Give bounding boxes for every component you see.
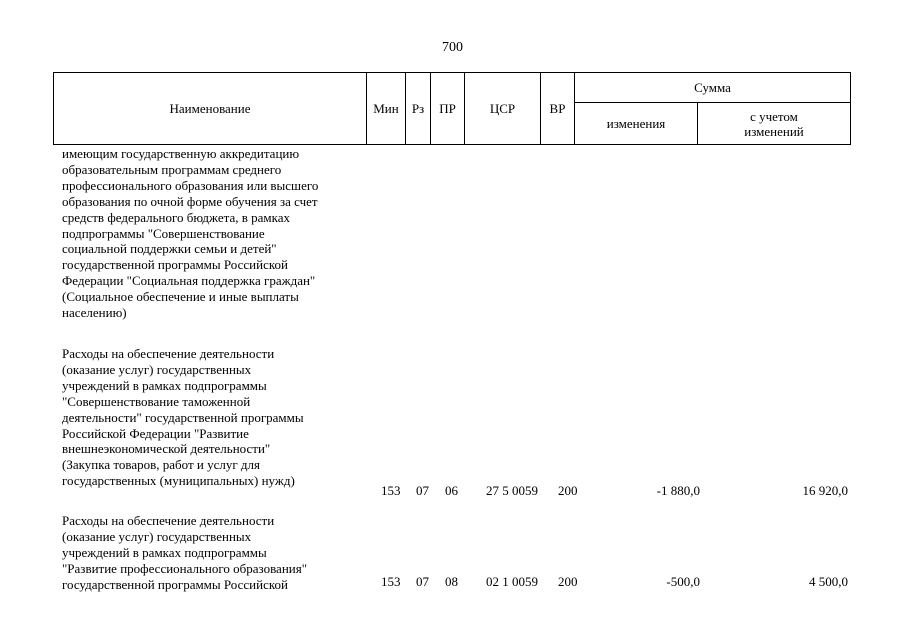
text-line: имеющим государственную аккредитацию — [62, 146, 300, 161]
table-row-2-name — [62, 513, 362, 593]
page-number: 700 — [442, 40, 463, 55]
row-1-change: -1 880,0 — [656, 483, 700, 498]
text-line: Российской Федерации "Развитие — [62, 425, 249, 441]
text-line: образования по очной форме обучения за счет — [62, 193, 318, 209]
header-vr: ВР — [541, 73, 575, 145]
text-line: социальной поддержки семьи и детей" — [62, 241, 277, 257]
header-rz: Рз — [406, 73, 431, 145]
row-1-pr: 06 — [445, 483, 458, 498]
header-sum: Сумма — [575, 73, 851, 103]
row-2-change: -500,0 — [666, 574, 700, 589]
row-2-total: 4 500,0 — [809, 574, 848, 589]
text-line: "Совершенствование таможенной — [62, 393, 251, 409]
header-change: изменения — [575, 103, 698, 145]
header-total-line2: изменений — [744, 123, 804, 139]
row-2-min: 153 — [381, 574, 401, 589]
table-row-0-name — [62, 146, 362, 321]
text-line: Федерации "Социальная поддержка граждан" — [62, 273, 316, 289]
row-2-csr: 02 1 0059 — [486, 574, 538, 589]
row-2-vr: 200 — [558, 574, 578, 589]
row-2-pr: 08 — [445, 574, 458, 589]
header-name: Наименование — [54, 73, 367, 145]
row-1-rz: 07 — [416, 483, 429, 498]
table-row-1-name — [62, 346, 362, 489]
text-line: подпрограммы "Совершенствование — [62, 225, 265, 241]
text-line: (Закупка товаров, работ и услуг для — [62, 457, 260, 473]
text-line: (Социальное обеспечение и иные выплаты — [62, 289, 299, 305]
header-pr: ПР — [431, 73, 465, 145]
row-1-vr: 200 — [558, 483, 578, 498]
row-1-csr: 27 5 0059 — [486, 483, 538, 498]
text-line: государственной программы Российской — [62, 257, 288, 273]
header-min: Мин — [367, 73, 406, 145]
text-line: (оказание услуг) государственных — [62, 528, 252, 544]
text-line: внешнеэкономической деятельности" — [62, 441, 271, 457]
header-total-line1: с учетом — [750, 108, 798, 124]
text-line: Расходы на обеспечение деятельности — [62, 513, 275, 528]
text-line: (оказание услуг) государственных — [62, 361, 252, 377]
text-line: государственных (муниципальных) нужд) — [62, 473, 295, 489]
text-line: населению) — [62, 305, 127, 321]
text-line: "Развитие профессионального образования" — [62, 560, 308, 576]
text-line: государственной программы Российской — [62, 576, 288, 592]
row-1-total: 16 920,0 — [802, 483, 848, 498]
row-2-rz: 07 — [416, 574, 429, 589]
text-line: деятельности" государственной программы — [62, 409, 304, 425]
row-1-min: 153 — [381, 483, 401, 498]
text-line: учреждений в рамках подпрограммы — [62, 377, 267, 393]
header-csr: ЦСР — [465, 73, 541, 145]
text-line: средств федерального бюджета, в рамках — [62, 209, 290, 225]
text-line: образовательным программам среднего — [62, 161, 282, 177]
text-line: профессионального образования или высшего — [62, 177, 319, 193]
text-line: учреждений в рамках подпрограммы — [62, 544, 267, 560]
text-line: Расходы на обеспечение деятельности — [62, 346, 275, 361]
